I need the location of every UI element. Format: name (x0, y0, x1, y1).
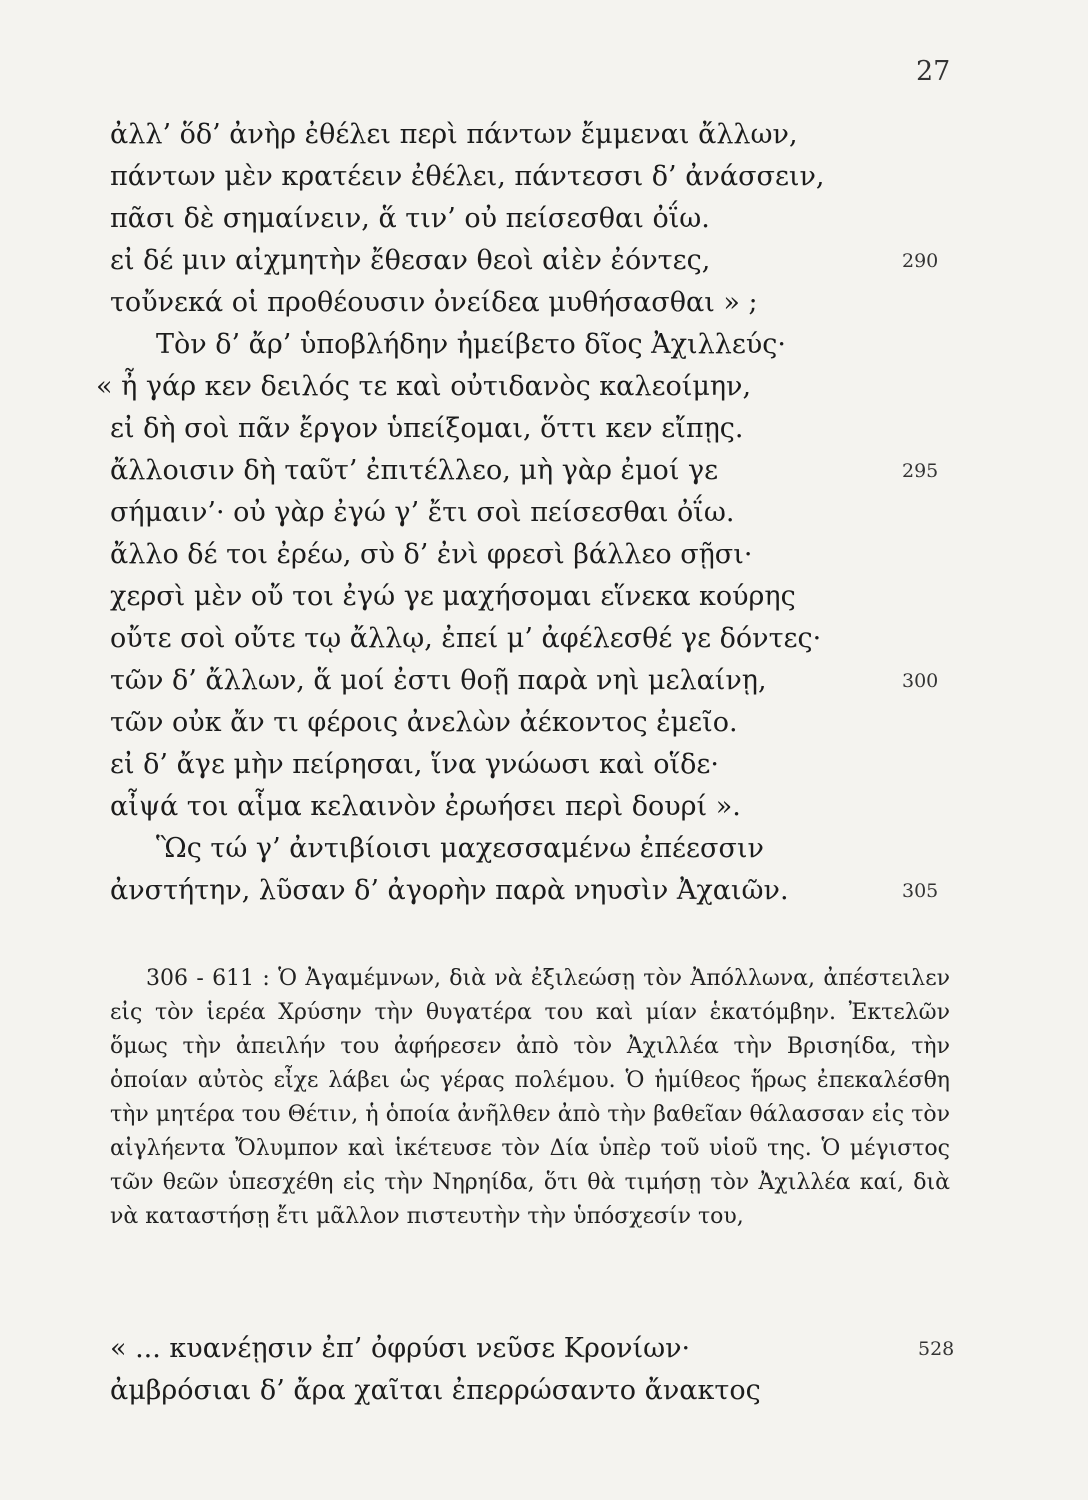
verse-line (110, 744, 950, 786)
verse-text: Τὸν δ’ ἄρ’ ὑποβλήδην ἠμείβετο δῖος Ἀχιλλεύς· (156, 329, 786, 360)
verse-text: εἰ δὴ σοὶ πᾶν ἔργον ὑπείξομαι, ὅττι κεν εἴπῃς. (110, 413, 744, 444)
verse-text: πᾶσι δὲ σημαίνειν, ἅ τιν’ οὐ πείσεσθαι ὀΐω. (110, 203, 710, 234)
verse-line (110, 324, 950, 366)
verse-line (110, 618, 950, 660)
verse-text: πάντων μὲν κρατέειν ἐθέλει, πάντεσσι δ’ ἀνάσσειν, (110, 161, 825, 192)
verse-text: « ἦ γάρ κεν δειλός τε καὶ οὐτιδανὸς καλεοίμην, (96, 371, 752, 402)
verse-text: σήμαιν’· οὐ γὰρ ἐγώ γ’ ἔτι σοὶ πείσεσθαι ὀΐω. (110, 497, 735, 528)
verse-text: ἄλλο δέ τοι ἐρέω, σὺ δ’ ἐνὶ φρεσὶ βάλλεο σῇσι· (110, 539, 753, 570)
verse-text: εἰ δέ μιν αἰχμητὴν ἔθεσαν θεοὶ αἰὲν ἐόντες, (110, 245, 711, 276)
verse-text: ἄλλοισιν δὴ ταῦτ’ ἐπιτέλλεο, μὴ γὰρ ἐμοί γε (110, 455, 719, 486)
line-number: 295 (902, 460, 939, 482)
verse-text: τῶν οὐκ ἄν τι φέροις ἀνελὼν ἀέκοντος ἐμεῖο. (110, 707, 738, 738)
verse-line (110, 450, 950, 492)
verse-line (110, 492, 950, 534)
quote-block (110, 1328, 955, 1412)
verse-line (110, 786, 950, 828)
line-number: 300 (902, 670, 939, 692)
line-number: 528 (918, 1338, 955, 1360)
verse-text: τῶν δ’ ἄλλων, ἅ μοί ἐστι θοῇ παρὰ νηὶ μελαίνῃ, (110, 665, 767, 696)
verse-line (110, 240, 950, 282)
verse-text: οὔτε σοὶ οὔτε τῳ ἄλλῳ, ἐπεί μ’ ἀφέλεσθέ γε δόντες· (110, 623, 822, 654)
quote-text: « ... κυανέῃσιν ἐπ’ ὀφρύσι νεῦσε Κρονίων· (110, 1333, 691, 1364)
verse-text: τοὔνεκά οἱ προθέουσιν ὀνείδεα μυθήσασθαι » ; (110, 287, 758, 318)
verse-line (110, 408, 950, 450)
line-number: 290 (902, 250, 939, 272)
quote-line (110, 1328, 955, 1370)
verse-line (110, 660, 950, 702)
line-number: 305 (902, 880, 939, 902)
verse-text: αἶψά τοι αἷμα κελαινὸν ἐρωήσει περὶ δουρί ». (110, 791, 741, 822)
verse-line (110, 114, 950, 156)
verse-line (110, 828, 950, 870)
verse-text: ἀλλ’ ὅδ’ ἀνὴρ ἐθέλει περὶ πάντων ἔμμεναι ἄλλων, (110, 119, 798, 150)
page-number: 27 (916, 56, 951, 87)
prose-summary: 306 - 611 : Ὁ Ἀγαμέμνων, διὰ νὰ ἐξιλεώσῃ τὸν Ἀπόλλωνα, ἀπέστειλεν εἰς τὸν ἱερέα Χρύσην τὴν θυγατέρα του καὶ μίαν ἑκατόμβην. Ἐκτελῶν ὅμως τὴν ἀπειλήν του ἀφήρεσεν ἀπὸ τὸν Ἀχιλλέα τὴν Βρισηίδα, τὴν ὁποίαν αὐτὸς εἶχε λάβει ὡς γέρας πολέμου. Ὁ ἡμίθεος ἥρως ἐπεκαλέσθη τὴν μητέρα του Θέτιν, ἡ ὁποία ἀνῆλθεν ἀπὸ τὴν βαθεῖαν θάλασσαν εἰς τὸν αἰγλήεντα Ὄλυμπον καὶ ἱκέτευσε τὸν Δία ὑπὲρ τοῦ υἱοῦ της. Ὁ μέγιστος τῶν θεῶν ὑπεσχέθη εἰς τὴν Νηρηίδα, ὅτι θὰ τιμήσῃ τὸν Ἀχιλλέα καί, διὰ νὰ καταστήσῃ ἔτι μᾶλλον πιστευτὴν τὴν ὑπόσχεσίν του, (110, 966, 950, 1229)
verse-text: Ὣς τώ γ’ ἀντιβίοισι μαχεσσαμένω ἐπέεσσιν (156, 833, 764, 864)
verse-block (96, 114, 950, 912)
verse-text: εἰ δ’ ἄγε μὴν πείρησαι, ἵνα γνώωσι καὶ οἵδε· (110, 749, 719, 780)
quote-text: ἀμβρόσιαι δ’ ἄρα χαῖται ἐπερρώσαντο ἄνακτος (110, 1375, 761, 1406)
verse-line (110, 702, 950, 744)
verse-text: ἀνστήτην, λῦσαν δ’ ἀγορὴν παρὰ νηυσὶν Ἀχαιῶν. (110, 875, 789, 906)
verse-line (96, 366, 950, 408)
verse-line (110, 870, 950, 912)
verse-text: χερσὶ μὲν οὔ τοι ἐγώ γε μαχήσομαι εἵνεκα κούρης (110, 581, 796, 612)
quote-line (110, 1370, 950, 1412)
verse-line (110, 156, 950, 198)
verse-line (110, 576, 950, 618)
verse-line (110, 534, 950, 576)
verse-line (110, 198, 950, 240)
verse-line (110, 282, 950, 324)
